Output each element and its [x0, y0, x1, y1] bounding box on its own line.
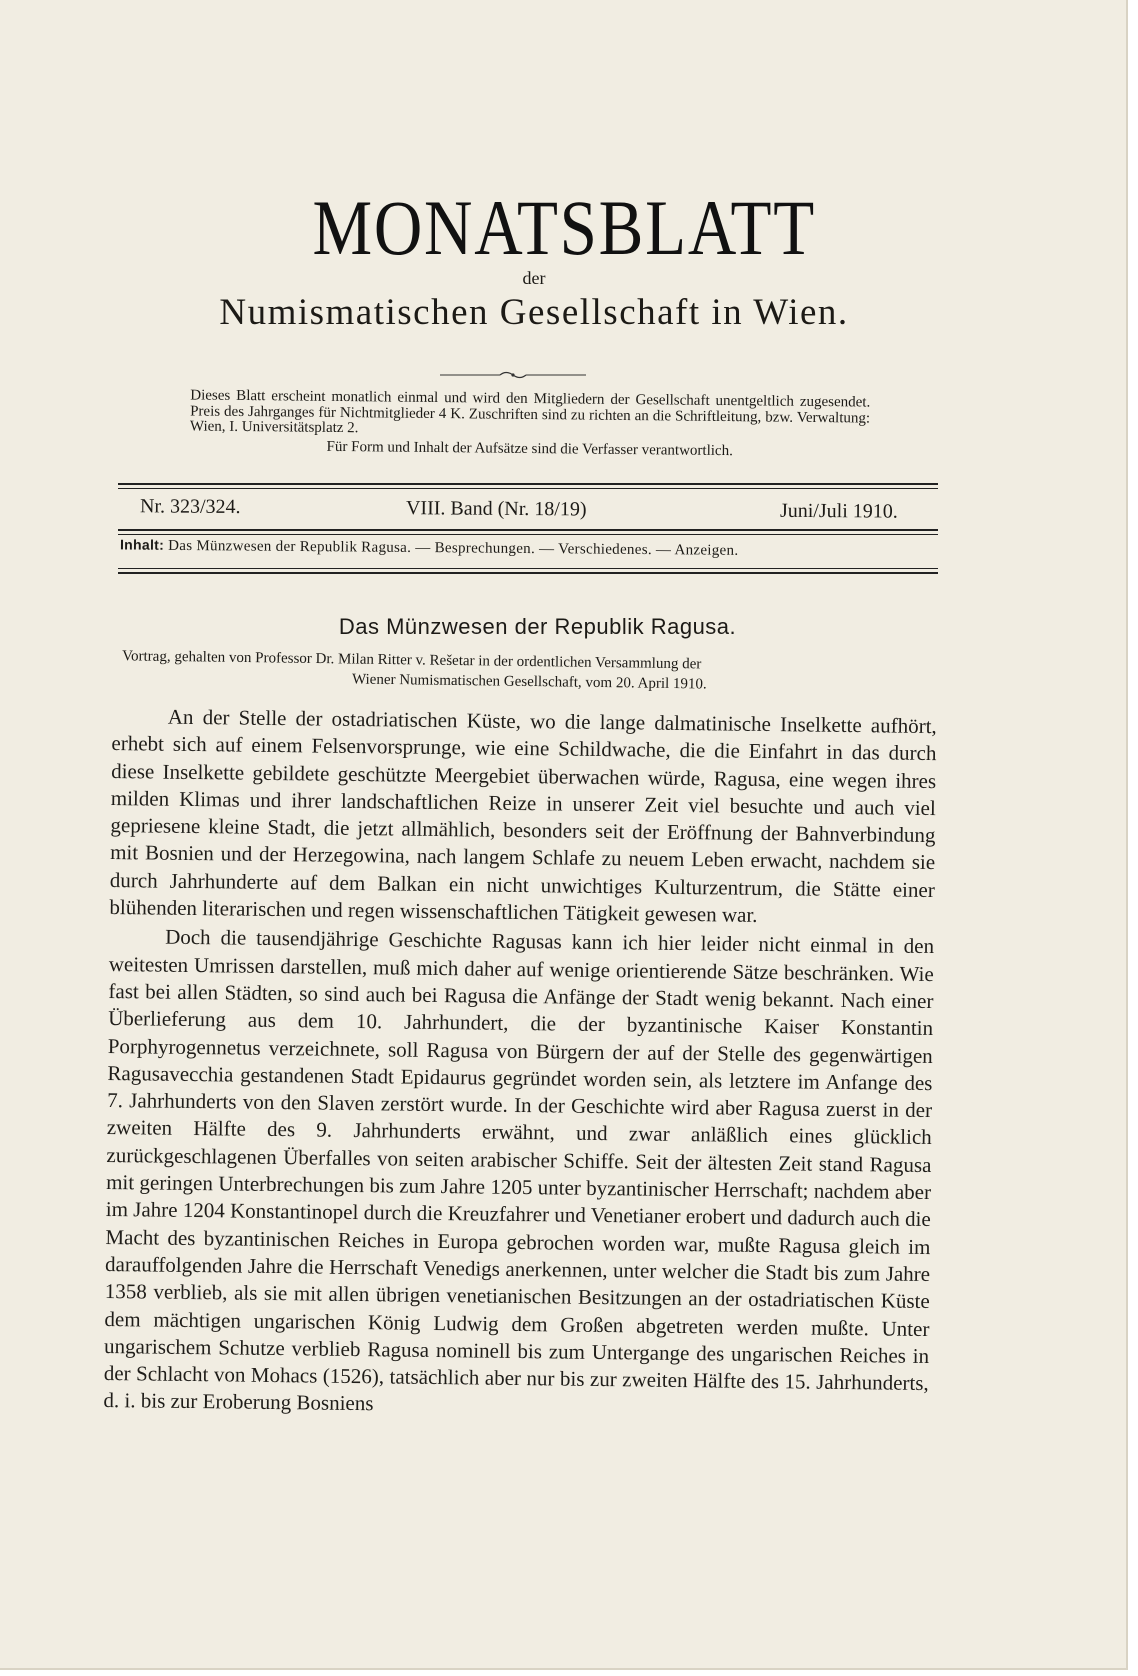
- article-body: [103, 703, 937, 1425]
- notice-text: Dieses Blatt erscheint monatlich einmal und wird den Mitgliedern der Gesellschaft unentgeltlich zugesendet. Preis des Jahrganges für Nichtmitglieder 4 K. Zuschriften sind zu richten an die Schriftleitung, bzw. Verwaltung: Wien, I. Universitätsplatz 2.: [189, 387, 871, 437]
- table-of-contents: [120, 536, 940, 561]
- contents-label: Inhalt:: [119, 536, 165, 553]
- article-byline: [122, 646, 937, 697]
- rule-top-thin: [118, 488, 938, 489]
- notice-responsibility: Für Form und Inhalt der Aufsätze sind die Verfasser verantwortlich.: [326, 438, 733, 459]
- contents-text: Das Münzwesen der Republik Ragusa. — Besprechungen. — Verschiedenes. — Anzeigen.: [168, 537, 739, 559]
- masthead-der: der: [522, 268, 546, 288]
- issue-volume: VIII. Band (Nr. 18/19): [405, 497, 587, 521]
- ornament-divider: [440, 370, 586, 380]
- issue-info-row: [140, 495, 910, 528]
- masthead: [0, 184, 1138, 334]
- subscription-notice: [190, 388, 871, 460]
- article-title: Das Münzwesen der Republik Ragusa.: [338, 614, 737, 639]
- byline-line-1: Vortrag, gehalten von Professor Dr. Milan Ritter v. Rešetar in der ordentlichen Versammlung der: [122, 648, 702, 673]
- paragraph: An der Stelle der ostadriatischen Küste, wo die lange dalmatinische Inselkette aufhört, erhebt sich auf einem Felsenvorsprunge, wie eine Schildwache, die die Einfahrt in das durch diese Inselkette gebildete geschützte Meergebiet überwachen würde, Ragusa, eine wegen ihres milden Klimas und ihrer landschaftlichen Reize in unserer Zeit viel besuchte und auch viel gepriesene kleine Stadt, die jetzt allmählich, besonders seit der Eröffnung der Bahnverbindung mit Bosnien und der Herzegowina, nach langem Schlafe zu neuem Leben erwacht, nachdem sie durch Jahrhunderte auf dem Balkan ein nicht unwichtiges Kulturzentrum, die Stätte einer blühenden literarischen und regen wissenschaftlichen Tätigkeit gewesen war.: [109, 704, 937, 927]
- masthead-title: MONATSBLATT: [312, 184, 816, 271]
- rule-bottom: [118, 572, 938, 574]
- rule-middle-thin: [118, 534, 938, 535]
- paragraph: Doch die tausendjährige Geschichte Ragusas kann ich hier leider nicht einmal in den weitesten Umrissen darstellen, muß mich daher auf wenige orientierende Sätze beschränken. Wie fast bei allen Städten, so sind auch bei Ragusa die Anfänge der Stadt wenig bekannt. Nach einer Überlieferung aus dem 10. Jahrhundert, die der byzantinische Kaiser Konstantin Porphyrogennetus verzeichnete, soll Ragusa von Bürgern der auf der Stelle des gegenwärtigen Ragusavecchia gestandenen Stadt Epidaurus gegründet worden sein, als letztere im Anfange des 7. Jahrhunderts von den Slaven zerstört wurde. In der Geschichte wird aber Ragusa zuerst in der zweiten Hälfte des 9. Jahrhunderts erwähnt, und zwar anläßlich eines glücklich zurückgeschlagenen Überfalles von seiten arabischer Schiffe. Seit der ältesten Zeit stand Ragusa mit geringen Unterbrechungen bis zum Jahre 1205 unter byzantinischer Herrschaft; nachdem aber im Jahre 1204 Konstantinopel durch die Kreuzfahrer und Venetianer erobert und dadurch auch die Macht des byzantinischen Reiches in Europa gebrochen worden war, mußte Ragusa gleich im darauffolgenden Jahre die Herrschaft Venedigs anerkennen, unter welcher die Stadt bis zum Jahre 1358 verblieb, als sie mit allen übrigen venetianischen Besitzungen an der ostadriatischen Küste dem mächtigen ungarischen König Ludwig dem Großen abgetreten werden mußte. Unter ungarischem Schutze verblieb Ragusa nominell bis zum Untergange des ungarischen Reiches in der Schlacht von Mohacs (1526), tatsächlich aber nur bis zur zweiten Hälfte des 15. Jahrhunderts, d. i. bis zur Eroberung Bosniens: [103, 925, 935, 1416]
- rule-bottom-thin: [118, 568, 938, 569]
- rule-top: [118, 483, 938, 485]
- rule-middle: [118, 529, 938, 531]
- masthead-subtitle: Numismatischen Gesellschaft in Wien.: [219, 292, 849, 333]
- issue-date: Juni/Juli 1910.: [779, 499, 898, 523]
- issue-number: Nr. 323/324.: [139, 495, 241, 519]
- byline-line-2: Wiener Numismatischen Gesellschaft, vom 20. April 1910.: [351, 671, 707, 693]
